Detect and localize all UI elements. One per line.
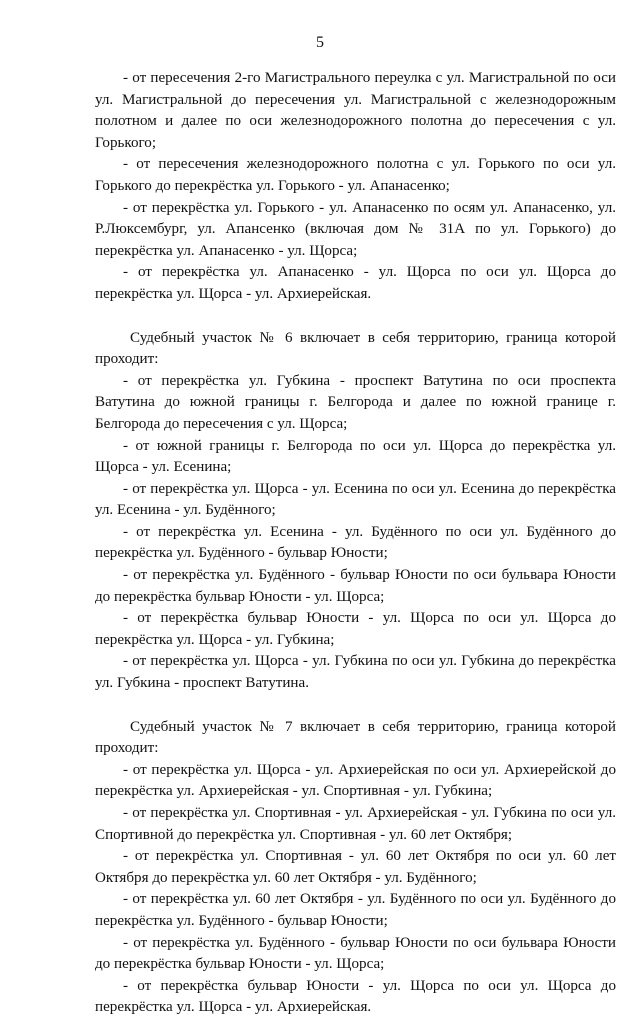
paragraph-gap bbox=[95, 695, 616, 717]
boundary-item: - от перекрёстка ул. Будённого - бульвар Юности по оси бульвара Юности до перекрёстка бульвар Юности - ул. Щорса; bbox=[95, 934, 616, 973]
boundary-item: - от перекрёстка ул. Губкина - проспект Ватутина по оси проспекта Ватутина до южной границы г. Белгорода и далее по южной границе г. Белгорода до пересечения с ул. Щорса; bbox=[95, 372, 616, 432]
boundary-item: - от перекрёстка ул. Спортивная - ул. 60 лет Октября по оси ул. 60 лет Октября до перекрёстка ул. 60 лет Октября - ул. Будённого; bbox=[95, 848, 616, 886]
section-7-intro: Судебный участок № 7 включает в себя территорию, граница которой проходит: bbox=[95, 718, 616, 757]
section-6-intro: Судебный участок № 6 включает в себя территорию, граница которой проходит: bbox=[95, 329, 616, 368]
boundary-item: - от перекрёстка ул. Щорса - ул. Губкина по оси ул. Губкина до перекрёстка ул. Губкина - проспект Ватутина. bbox=[95, 653, 616, 692]
boundary-item: - от перекрёстка бульвар Юности - ул. Щорса по оси ул. Щорса до перекрёстка ул. Щорса - ул. Архиерейская. bbox=[95, 977, 616, 1016]
boundary-item: - от пересечения 2-го Магистрального переулка с ул. Магистральной по оси ул. Магистральной до пересечения ул. Магистральной с железнодорожным полотном и далее по оси железнодорожного полотна до пересечения с ул. Горького; bbox=[95, 70, 616, 151]
boundary-item: - от перекрёстка ул. Апанасенко - ул. Щорса по оси ул. Щорса до перекрёстка ул. Щорса - ул. Архиерейская. bbox=[95, 264, 616, 302]
boundary-item: - от перекрёстка бульвар Юности - ул. Щорса по оси ул. Щорса до перекрёстка ул. Щорса - ул. Губкина; bbox=[95, 610, 616, 648]
boundary-item: - от пересечения железнодорожного полотна с ул. Горького по оси ул. Горького до перекрёстка ул. Горького - ул. Апанасенко; bbox=[95, 156, 616, 194]
document-body bbox=[95, 68, 616, 1019]
boundary-item: - от перекрёстка ул. Есенина - ул. Будённого по оси ул. Будённого до перекрёстка ул. Будённого - бульвар Юности; bbox=[95, 523, 616, 562]
boundary-item: - от перекрёстка ул. Щорса - ул. Есенина по оси ул. Есенина до перекрёстка ул. Есенина - ул. Будённого; bbox=[95, 480, 616, 519]
boundary-item: - от перекрёстка ул. Спортивная - ул. Архиерейская - ул. Губкина по оси ул. Спортивной до перекрёстка ул. Спортивная - ул. 60 лет Октября; bbox=[95, 805, 616, 843]
boundary-item: - от перекрёстка ул. Щорса - ул. Архиерейская по оси ул. Архиерейской до перекрёстка ул. Архиерейская - ул. Спортивная - ул. Губкина; bbox=[95, 761, 616, 800]
paragraph-gap bbox=[95, 306, 616, 328]
boundary-item: - от южной границы г. Белгорода по оси ул. Щорса до перекрёстка ул. Щорса - ул. Есенина; bbox=[95, 437, 616, 476]
page-number: 5 bbox=[316, 34, 324, 51]
boundary-item: - от перекрёстка ул. 60 лет Октября - ул. Будённого по оси ул. Будённого до перекрёстка ул. Будённого - бульвар Юности; bbox=[95, 891, 616, 929]
boundary-item: - от перекрёстка ул. Будённого - бульвар Юности по оси бульвара Юности до перекрёстка бульвар Юности - ул. Щорса; bbox=[95, 567, 616, 605]
boundary-item: - от перекрёстка ул. Горького - ул. Апанасенко по осям ул. Апанасенко, ул. Р.Люксембург, ул. Апансенко (включая дом № 31А по ул. Горького) до перекрёстка ул. Апанасенко - ул. Щорса; bbox=[95, 199, 616, 259]
